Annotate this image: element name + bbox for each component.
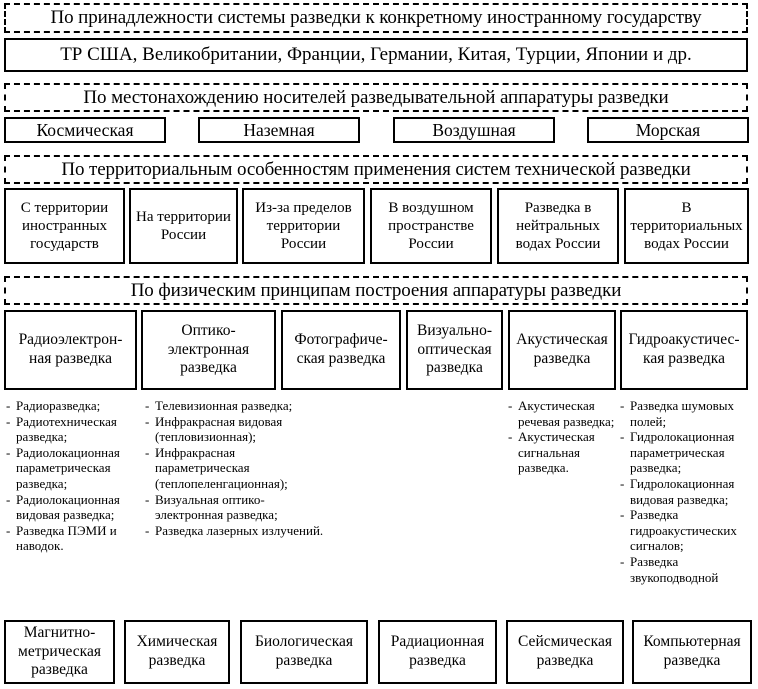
territory-label: С территории иностранных государств: [20, 199, 109, 253]
list-item: - Инфракрасная видовая (тепловизионная);: [145, 414, 325, 445]
section-header-physical: [4, 276, 748, 305]
list-item: - Разведка звукоподводной: [620, 554, 755, 585]
territory-label: В воздушном пространстве России: [388, 199, 474, 253]
other-label: Сейсмическая разведка: [518, 633, 612, 669]
other-label: Магнитно-метрическая разведка: [18, 624, 101, 679]
list-item: - Инфракрасная параметрическая (теплопеленгационная);: [145, 445, 325, 492]
location-label: Морская: [635, 119, 701, 140]
location-label: Воздушная: [432, 119, 516, 140]
territory-foreign: [4, 188, 125, 264]
territory-label: Из-за пределов территории России: [255, 199, 352, 253]
list-item: - Разведка лазерных излучений.: [145, 523, 325, 539]
other-seismic: [506, 620, 624, 684]
physical-hydroacoustic: [620, 310, 748, 390]
physical-label: Радиоэлектрон-ная разведка: [18, 331, 123, 367]
territory-label: В территориальных водах России: [630, 199, 743, 253]
section-title: По физическим принципам построения аппаратуры разведки: [130, 279, 622, 301]
territory-in-russia: [129, 188, 238, 264]
section-title: По территориальным особенностям применения систем технической разведки: [61, 158, 691, 180]
other-label: Биологическая разведка: [254, 633, 354, 669]
countries-box: [4, 38, 748, 72]
other-radiation: [378, 620, 497, 684]
list-item: - Разведка гидроакустических сигналов;: [620, 507, 755, 554]
list-item: - Радиоразведка;: [6, 398, 139, 414]
physical-optoelectronic: [141, 310, 276, 390]
list-item: - Акустическая сигнальная разведка.: [508, 429, 616, 476]
physical-label: Визуально-оптическая разведка: [416, 322, 492, 377]
other-label: Химическая разведка: [136, 633, 218, 669]
territory-label: На территории России: [136, 208, 231, 243]
countries-text: ТР США, Великобритании, Франции, Германии, Китая, Турции, Японии и др.: [60, 44, 692, 66]
physical-label: Акустическая разведка: [516, 331, 608, 367]
physical-label: Оптико-электронная разведка: [167, 322, 250, 377]
territory-outside: [242, 188, 365, 264]
other-label: Радиационная разведка: [390, 633, 485, 669]
list-item: - Разведка ПЭМИ и наводок.: [6, 523, 139, 554]
other-label: Компьютерная разведка: [643, 633, 741, 669]
other-magnetometric: [4, 620, 115, 684]
location-ground: [198, 117, 360, 143]
list-item: - Гидролокационная параметрическая разведка;: [620, 429, 755, 476]
territory-label: Разведка в нейтральных водах России: [515, 199, 601, 253]
list-item: - Гидролокационная видовая разведка;: [620, 476, 755, 507]
hydro-list: [620, 398, 755, 585]
location-label: Космическая: [36, 119, 134, 140]
physical-radioelectronic: [4, 310, 137, 390]
territory-airspace: [370, 188, 492, 264]
list-item: - Телевизионная разведка;: [145, 398, 325, 414]
physical-label: Гидроакустичес-кая разведка: [628, 331, 740, 367]
section-title: По местонахождению носителей разведывательной аппаратуры разведки: [83, 86, 669, 108]
physical-label: Фотографиче-ская разведка: [294, 331, 388, 367]
optic-list: [145, 398, 325, 538]
territory-neutral-waters: [497, 188, 619, 264]
physical-photographic: [281, 310, 401, 390]
location-space: [4, 117, 166, 143]
physical-acoustic: [508, 310, 616, 390]
physical-visual-optic: [406, 310, 503, 390]
other-biological: [240, 620, 368, 684]
list-item: - Визуальная оптико-электронная разведка;: [145, 492, 325, 523]
territory-territorial-waters: [624, 188, 749, 264]
acoustic-list: [508, 398, 616, 476]
list-item: - Радиолокационная параметрическая разведка;: [6, 445, 139, 492]
section-header-territory: [4, 155, 748, 184]
location-air: [393, 117, 555, 143]
location-label: Наземная: [243, 119, 315, 140]
list-item: - Радиотехническая разведка;: [6, 414, 139, 445]
radio-list: [6, 398, 139, 554]
section-header-location: [4, 83, 748, 112]
list-item: - Радиолокационная видовая разведка;: [6, 492, 139, 523]
list-item: - Разведка шумовых полей;: [620, 398, 755, 429]
section-title: По принадлежности системы разведки к конкретному иностранному государству: [50, 7, 702, 29]
other-chemical: [124, 620, 230, 684]
section-header-country: [4, 3, 748, 33]
list-item: - Акустическая речевая разведка;: [508, 398, 616, 429]
location-sea: [587, 117, 749, 143]
other-computer: [632, 620, 752, 684]
